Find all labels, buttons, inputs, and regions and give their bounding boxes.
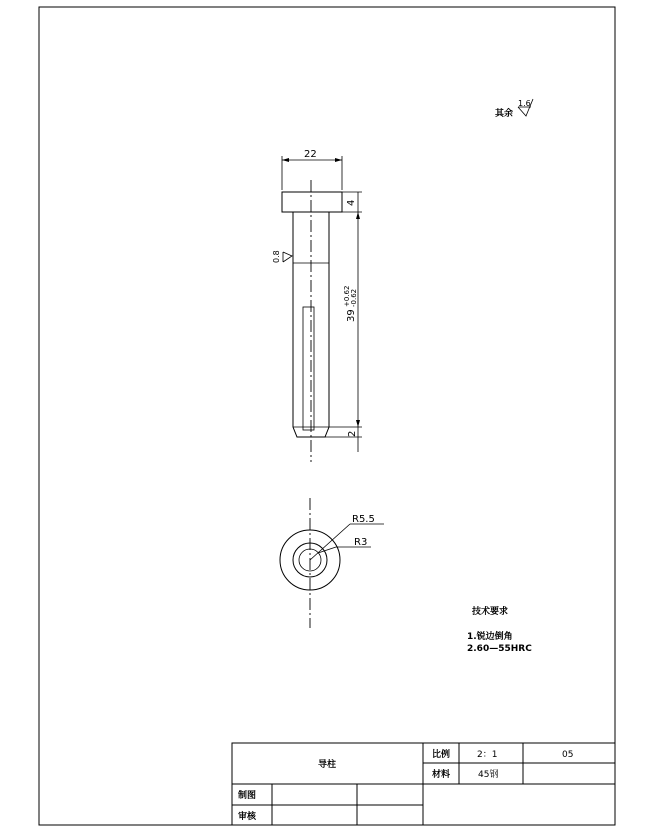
end-view (280, 498, 384, 628)
drawing-border (39, 7, 615, 825)
tech-requirement-2: 2.60—55HRC (467, 644, 532, 654)
dim-shaft-tol-lower: -0.62 (350, 288, 358, 307)
part-name: 导柱 (318, 760, 337, 770)
dim-chamfer: 2 (347, 430, 358, 437)
dim-shaft-length: 39 (346, 309, 357, 322)
surface-roughness-symbol-icon (283, 252, 292, 262)
pin-groove (303, 307, 314, 430)
pin-head (282, 192, 342, 212)
scale-label: 比例 (432, 750, 451, 760)
tech-requirement-1: 1.锐边倒角 (467, 632, 513, 642)
dim-head-height: 4 (346, 199, 357, 206)
dim-head-width: 22 (304, 149, 317, 160)
dim-surface-roughness: 0.8 (272, 250, 281, 263)
material-value: 45钢 (478, 770, 499, 780)
title-block (232, 743, 615, 825)
material-label: 材料 (432, 770, 451, 780)
checked-label: 审核 (238, 812, 257, 822)
roughness-note-label: 其余 (495, 109, 514, 119)
roughness-note-value: 1.6 (518, 99, 531, 108)
drawing-number: 05 (562, 750, 574, 760)
dim-shaft-tol-upper: +0.62 (343, 285, 351, 307)
drawn-label: 制图 (238, 791, 257, 801)
dim-outer-radius: R5.5 (352, 514, 375, 525)
front-view (272, 149, 362, 462)
scale-value: 2：1 (477, 750, 498, 760)
tech-requirements-title: 技术要求 (472, 607, 509, 617)
dim-inner-radius: R3 (354, 537, 368, 548)
